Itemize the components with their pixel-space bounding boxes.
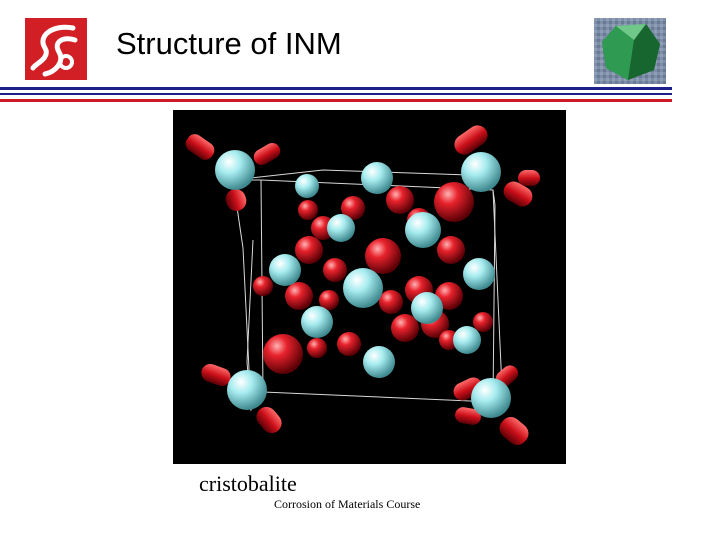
crystal-render	[173, 110, 566, 464]
slide-title: Structure of INM	[116, 26, 342, 61]
cristobalite-structure-image	[173, 110, 566, 464]
figure-caption: cristobalite	[199, 471, 297, 496]
header-rule-blue-bottom	[0, 93, 672, 95]
slide-footer: Corrosion of Materials Course	[274, 497, 421, 511]
gemstone-icon	[594, 18, 666, 84]
institute-logo-icon	[25, 18, 87, 80]
header-rule-blue-top	[0, 87, 672, 90]
header-rule-red	[0, 99, 672, 102]
